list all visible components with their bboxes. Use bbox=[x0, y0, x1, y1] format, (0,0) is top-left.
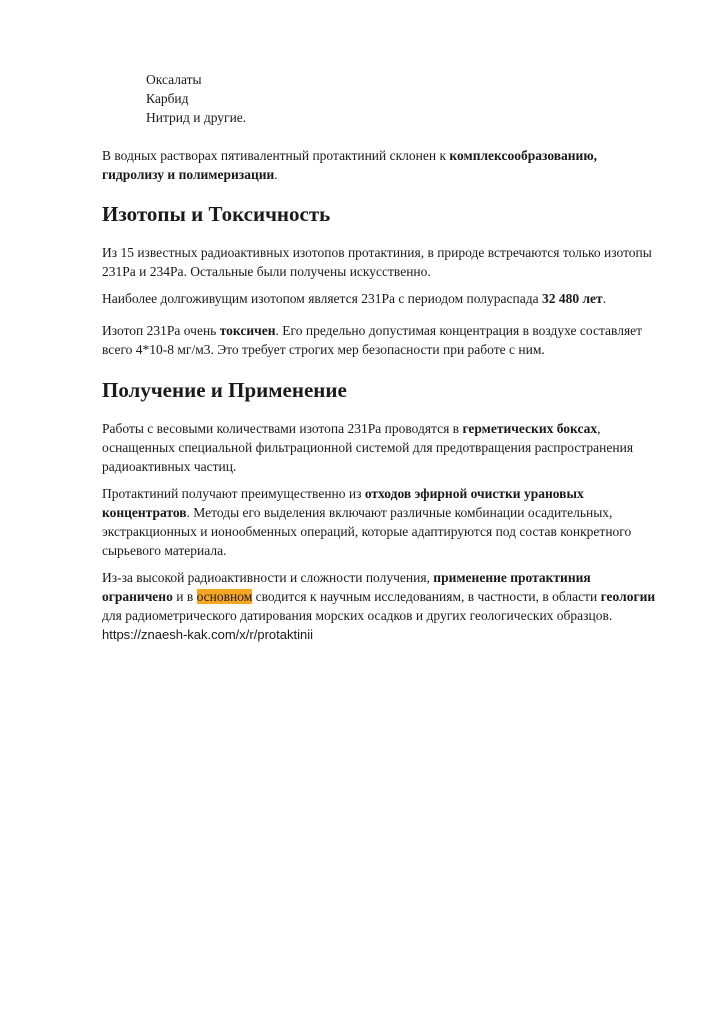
bold-phrase: герметических боксах bbox=[462, 421, 598, 436]
bold-phrase: отходов эфирной очистки урановых концентратов bbox=[102, 486, 584, 520]
document-content bbox=[102, 70, 662, 644]
bold-phrase: применение протактиния ограничено bbox=[102, 570, 591, 604]
bold-phrase: геологии bbox=[600, 589, 656, 604]
paragraph-boxes: Работы с весовыми количествами изотопа 231Pa проводятся в герметических боксах, оснащенных специальной фильтрационной системой для предотвращения распространения радиоактивных частиц. bbox=[102, 421, 634, 474]
paragraph-halflife: Наиболее долгоживущим изотопом является 231Pa с периодом полураспада 32 480 лет. bbox=[102, 291, 607, 306]
list-item: Оксалаты bbox=[146, 72, 202, 87]
heading-isotopes: Изотопы и Токсичность bbox=[102, 202, 331, 226]
paragraph-toxicity: Изотоп 231Pa очень токсичен. Его предельно допустимая концентрация в воздухе составляет всего 4*10-8 мг/м3. Это требует строгих мер безопасности при работе с ним. bbox=[102, 323, 643, 357]
heading-production: Получение и Применение bbox=[102, 378, 347, 402]
list-item: Карбид bbox=[146, 91, 189, 106]
paragraph-sources: Протактиний получают преимущественно из отходов эфирной очистки урановых концентратов. Методы его выделения включают различные комбинации осадительных, экстракционных и ионообменных операций, которые адаптируются под состав конкретного сырьевого материала. bbox=[102, 486, 632, 558]
bold-phrase: 32 480 лет bbox=[541, 291, 603, 306]
bold-phrase: токсичен bbox=[219, 323, 276, 338]
paragraph-aqueous: В водных растворах пятивалентный протактиний склонен к комплексообразованию, гидролизу и полимеризации. bbox=[102, 148, 598, 182]
highlighted-word: основном bbox=[196, 589, 253, 604]
list-item: Нитрид и другие. bbox=[146, 110, 247, 125]
compounds-list bbox=[146, 70, 662, 127]
paragraph-isotopes-count: Из 15 известных радиоактивных изотопов протактиния, в природе встречаются только изотопы 231Pa и 234Pa. Остальные были получены искусственно. bbox=[102, 245, 652, 279]
source-url[interactable]: https://znaesh-kak.com/x/r/protaktinii bbox=[102, 627, 313, 642]
paragraph-applications: Из-за высокой радиоактивности и сложности получения, применение протактиния ограничено и в основном сводится к научным исследованиям, в частности, в области геологии для радиометрического датирования морских осадков и других геологических образцов. https://znaesh-kak.com/x/r/protaktinii bbox=[102, 570, 656, 642]
bold-phrase: комплексообразованию, гидролизу и полимеризации bbox=[102, 148, 598, 182]
